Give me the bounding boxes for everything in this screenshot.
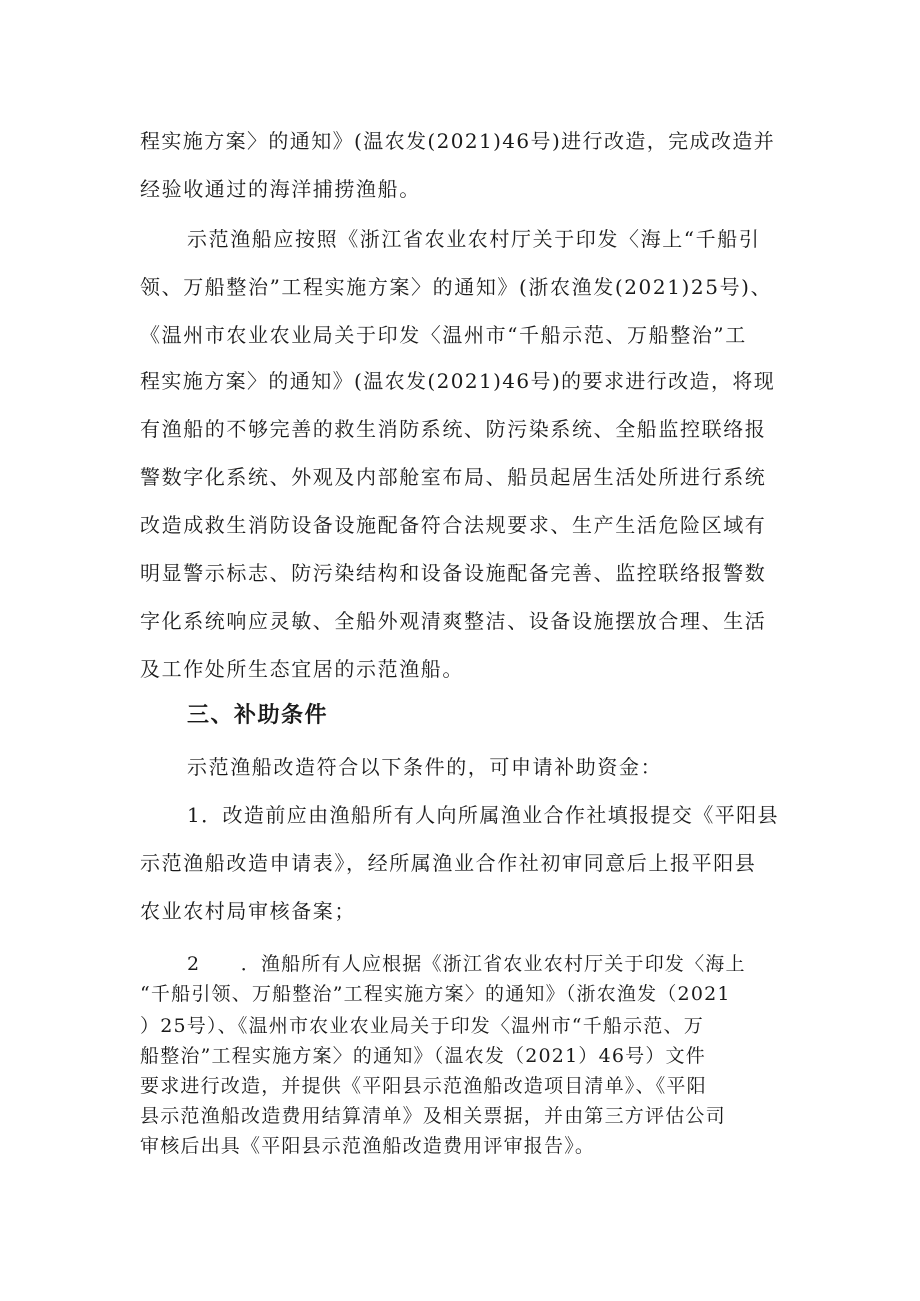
- paragraph-1-line-1: 程实施方案〉的通知》(温农发(2021)46号)进行改造，完成改造并: [140, 129, 776, 153]
- paragraph-2-line-6: 警数字化系统、外观及内部舱室布局、船员起居生活处所进行系统: [140, 465, 767, 489]
- item-2-line-7: 审核后出具《平阳县示范渔船改造费用评审报告》。: [140, 1135, 596, 1157]
- item-2-line-4: 船整治”工程实施方案〉的通知》（温农发（2021）46号）文件: [140, 1045, 706, 1067]
- item-2-line-6: 县示范渔船改造费用结算清单》及相关票据，并由第三方评估公司: [140, 1105, 726, 1127]
- item-1-line-2: 示范渔船改造申请表》，经所属渔业合作社初审同意后上报平阳县: [140, 851, 757, 875]
- paragraph-2-line-5: 有渔船的不够完善的救生消防系统、防污染系统、全船监控联络报: [140, 417, 767, 441]
- paragraph-2-line-4: 程实施方案〉的通知》(温农发(2021)46号)的要求进行改造，将现: [140, 369, 776, 393]
- section-3-intro: 示范渔船改造符合以下条件的，可申请补助资金：: [187, 755, 663, 779]
- item-2-line-5: 要求进行改造，并提供《平阳县示范渔船改造项目清单》、《平阳: [140, 1075, 707, 1097]
- item-2-line-1: 2 ．渔船所有人应根据《浙江省农业农村厅关于印发〈海上: [187, 953, 746, 975]
- item-1-line-3: 农业农村局审核备案；: [140, 899, 356, 923]
- paragraph-2-line-9: 字化系统响应灵敏、全船外观清爽整洁、设备设施摆放合理、生活: [140, 609, 767, 633]
- paragraph-1-line-2: 经验收通过的海洋捕捞渔船。: [140, 177, 421, 201]
- paragraph-2-line-3: 《温州市农业农业局关于印发〈温州市“千船示范、万船整治”工: [140, 323, 747, 347]
- paragraph-2-line-8: 明显警示标志、防污染结构和设备设施配备完善、监控联络报警数: [140, 561, 767, 585]
- paragraph-2-line-2: 领、万船整治”工程实施方案〉的通知》(浙农渔发(2021)25号)、: [140, 275, 773, 299]
- item-2-line-3: ）25号）、《温州市农业农业局关于印发〈温州市“千船示范、万: [140, 1015, 704, 1037]
- paragraph-2-line-1: 示范渔船应按照《浙江省农业农村厅关于印发〈海上“千船引: [187, 227, 761, 251]
- item-1-line-1: 1．改造前应由渔船所有人向所属渔业合作社填报提交《平阳县: [187, 803, 779, 827]
- section-3-heading: 三、补助条件: [187, 703, 329, 728]
- paragraph-2-line-10: 及工作处所生态宜居的示范渔船。: [140, 657, 464, 681]
- item-2-line-2: “千船引领、万船整治”工程实施方案〉的通知》（浙农渔发（2021: [140, 983, 731, 1005]
- paragraph-2-line-7: 改造成救生消防设备设施配备符合法规要求、生产生活危险区域有: [140, 513, 767, 537]
